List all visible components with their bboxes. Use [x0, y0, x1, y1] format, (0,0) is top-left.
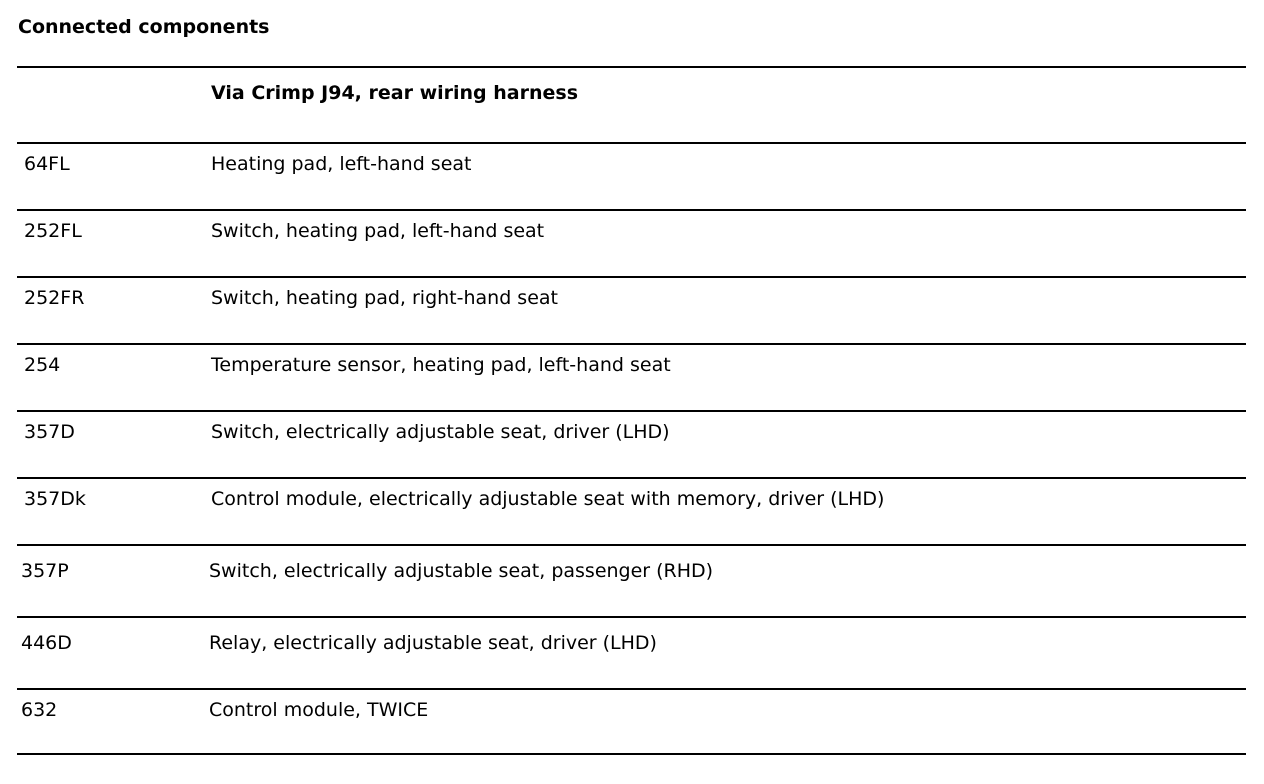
table-row	[17, 209, 1246, 276]
component-description: Control module, electrically adjustable seat with memory, driver (LHD)	[211, 488, 885, 510]
component-description: Temperature sensor, heating pad, left-hand seat	[211, 354, 671, 376]
component-description: Switch, heating pad, right-hand seat	[211, 287, 558, 309]
component-code: 64FL	[24, 153, 70, 175]
table-row	[17, 410, 1246, 477]
table-row	[17, 276, 1246, 343]
page-title: Connected components	[18, 16, 270, 38]
table-header-row	[17, 66, 1246, 142]
components-table	[17, 66, 1246, 755]
component-description: Switch, heating pad, left-hand seat	[211, 220, 545, 242]
table-row	[17, 616, 1246, 688]
table-row	[17, 688, 1246, 755]
component-code: 446D	[21, 632, 72, 654]
component-code: 357D	[24, 421, 75, 443]
component-description: Control module, TWICE	[209, 699, 429, 721]
component-code: 254	[24, 354, 61, 376]
table-row	[17, 477, 1246, 544]
component-description: Heating pad, left-hand seat	[211, 153, 472, 175]
table-row	[17, 343, 1246, 410]
component-code: 252FR	[24, 287, 85, 309]
table-row	[17, 142, 1246, 209]
component-description: Relay, electrically adjustable seat, driver (LHD)	[209, 632, 657, 654]
component-code: 252FL	[24, 220, 82, 242]
component-code: 357Dk	[24, 488, 86, 510]
table-row	[17, 544, 1246, 616]
header-description-cell: Via Crimp J94, rear wiring harness	[211, 82, 579, 104]
component-description: Switch, electrically adjustable seat, driver (LHD)	[211, 421, 670, 443]
component-description: Switch, electrically adjustable seat, passenger (RHD)	[209, 560, 714, 582]
component-code: 357P	[21, 560, 69, 582]
component-code: 632	[21, 699, 58, 721]
